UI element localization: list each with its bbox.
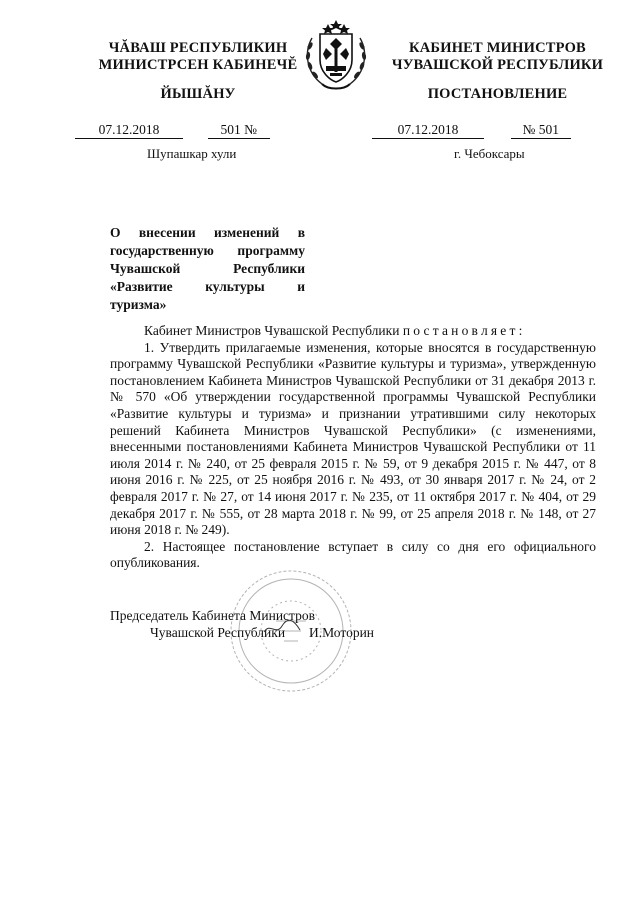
header-right <box>385 40 610 74</box>
reg-right <box>372 122 571 138</box>
signature-name: И.Моторин <box>309 625 375 640</box>
reg-right-date: 07.12.2018 <box>372 123 484 139</box>
chuvash-coat-of-arms-icon <box>298 18 374 94</box>
header-left-line2: МИНИСТРСЕН КАБИНЕЧĔ <box>98 57 298 73</box>
body-intro-prefix: Кабинет Министров Чувашской Республики <box>144 323 400 338</box>
reg-left <box>75 122 270 138</box>
header-right-line1: КАБИНЕТ МИНИСТРОВ <box>409 40 586 56</box>
body-paragraph-2: 2. Настоящее постановление вступает в силу со дня его официального опубликования. <box>110 538 596 571</box>
body-paragraph-1: 1. Утвердить прилагаемые изменения, которые вносятся в государственную программу Чувашской Республики «Развитие культуры и туризма», утвержденную постановлением Кабинета Министров Чувашской Республики от 31 декабря 2013 г. № 570 «Об утверждении государственной программы Чувашской Республики «Развитие культуры и туризма» и признании утратившими силу некоторых решений Кабинета Министров Чувашской Республики» (с изменениями, внесенными постановлениями Кабинета Министров Чувашской Республики от 11 июля 2014 г. № 240, от 25 февраля 2015 г. № 59, от 9 декабря 2015 г. № 447, от 8 июня 2016 г. № 225, от 25 ноября 2016 г. № 493, от 30 января 2017 г. № 24, от 2 февраля 2017 г. № 27, от 14 июня 2017 г. № 235, от 11 октября 2017 г. № 404, от 29 декабря 2017 г. № 555, от 28 марта 2018 г. № 99, от 25 апреля 2018 г. № 148, от 27 июня 2018 г. № 249). <box>110 339 596 538</box>
reg-left-date: 07.12.2018 <box>75 123 183 139</box>
document-title: О внесении изменений в государственную программу Чувашской Республики «Развитие культуры и туризма» <box>110 225 305 312</box>
header-left <box>88 40 308 74</box>
body-intro-spaced: постановляет: <box>402 323 526 338</box>
signature-position-line1: Председатель Кабинета Министров <box>110 608 315 623</box>
reg-right-city: г. Чебоксары <box>454 146 525 161</box>
body-intro <box>110 323 596 340</box>
header-right-line2: ЧУВАШСКОЙ РЕСПУБЛИКИ <box>391 57 604 73</box>
handwritten-signature <box>262 618 302 638</box>
reg-left-number: 501 № <box>208 123 270 139</box>
doctype-left: ЙЫШĂНУ <box>160 86 236 102</box>
signature-position-line2: Чувашской Республики <box>150 625 286 640</box>
reg-right-number: № 501 <box>511 123 571 139</box>
header-left-line1: ЧĂВАШ РЕСПУБЛИКИН <box>108 40 288 56</box>
document-body <box>110 323 596 572</box>
reg-left-city: Шупашкар хули <box>147 146 237 161</box>
doctype-right: ПОСТАНОВЛЕНИЕ <box>427 86 568 102</box>
